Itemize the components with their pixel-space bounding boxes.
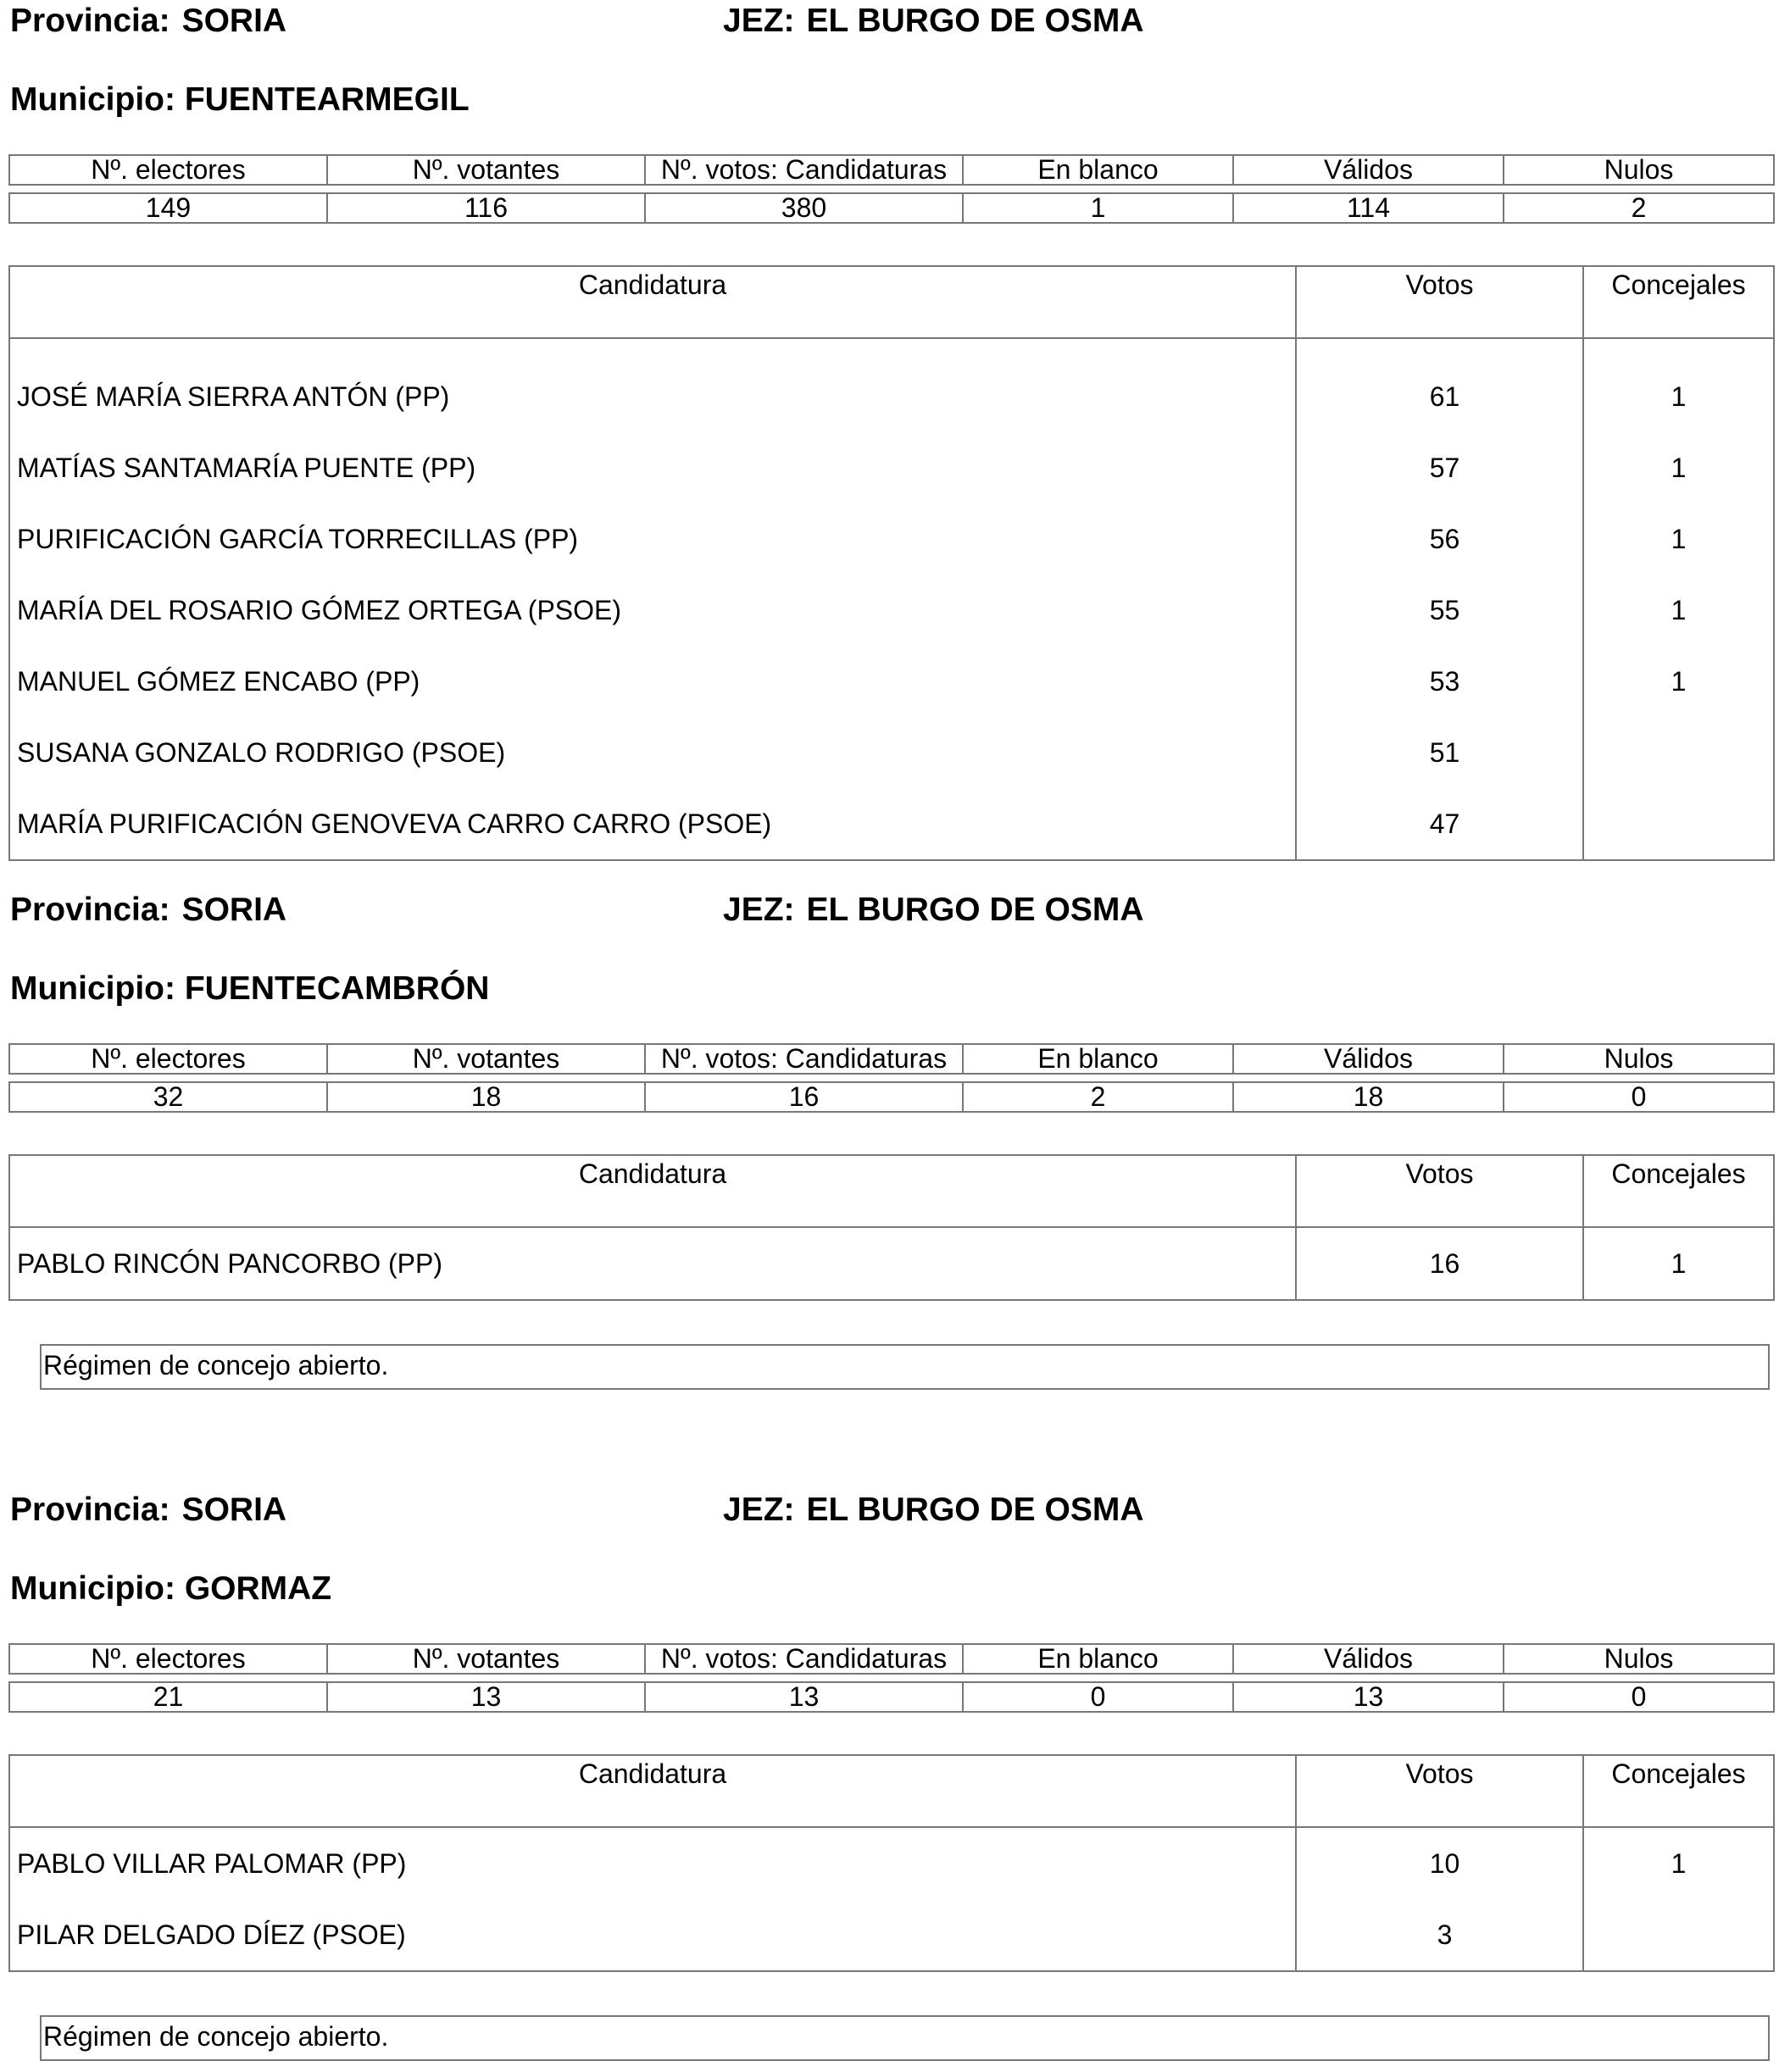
stats-header: Válidos — [1233, 1644, 1504, 1674]
candidate-votes: 53 — [1296, 646, 1583, 717]
candidates-table — [8, 1154, 1775, 1301]
candidates-header-row — [9, 1155, 1774, 1227]
provincia-label: Provincia: — [10, 892, 170, 928]
municipio-value: FUENTECAMBRÓN — [184, 970, 490, 1007]
candidate-seats: 1 — [1583, 503, 1774, 575]
candidate-seats: 1 — [1583, 1227, 1774, 1300]
stats-header: Nº. votantes — [327, 1644, 645, 1674]
candidate-votes: 57 — [1296, 432, 1583, 503]
municipio-heading — [10, 969, 489, 1008]
stats-header: Nulos — [1504, 155, 1774, 185]
candidate-seats — [1583, 788, 1774, 860]
candidate-row — [9, 788, 1774, 860]
stats-header-row — [9, 155, 1774, 185]
stats-header: Nº. electores — [9, 1044, 327, 1074]
candidate-name: PILAR DELGADO DÍEZ (PSOE) — [9, 1899, 1296, 1971]
candidate-row — [9, 338, 1774, 432]
candidate-row — [9, 575, 1774, 646]
stats-header: Nº. votos: Candidaturas — [645, 1044, 963, 1074]
candidate-seats: 1 — [1583, 575, 1774, 646]
municipio-heading — [10, 81, 470, 119]
jez-label: JEZ: — [723, 3, 795, 39]
candidate-votes: 61 — [1296, 338, 1583, 432]
candidates-header-row — [9, 1755, 1774, 1827]
stats-value: 116 — [327, 193, 645, 223]
concejales-header: Concejales — [1583, 1755, 1774, 1827]
provincia-value: SORIA — [181, 3, 287, 39]
stats-value-row — [9, 1082, 1774, 1112]
candidatura-header: Candidatura — [9, 1755, 1296, 1827]
candidate-row — [9, 1899, 1774, 1971]
stats-value: 2 — [963, 1082, 1233, 1112]
candidate-name: JOSÉ MARÍA SIERRA ANTÓN (PP) — [9, 338, 1296, 432]
stats-header: Nº. electores — [9, 1644, 327, 1674]
candidate-votes: 56 — [1296, 503, 1583, 575]
provincia-label: Provincia: — [10, 1492, 170, 1528]
stats-header: En blanco — [963, 1644, 1233, 1674]
municipio-label: Municipio: — [10, 970, 175, 1007]
candidate-votes: 55 — [1296, 575, 1583, 646]
municipio-value: FUENTEARMEGIL — [184, 81, 470, 118]
provincia-label: Provincia: — [10, 3, 170, 39]
votos-header: Votos — [1296, 1155, 1583, 1227]
stats-value: 2 — [1504, 193, 1774, 223]
stats-value: 380 — [645, 193, 963, 223]
stats-header: En blanco — [963, 155, 1233, 185]
stats-header: Nº. votantes — [327, 155, 645, 185]
stats-value: 32 — [9, 1082, 327, 1112]
candidates-table — [8, 1754, 1775, 1972]
candidate-seats: 1 — [1583, 432, 1774, 503]
stats-header: Nº. votos: Candidaturas — [645, 1644, 963, 1674]
jez-value: EL BURGO DE OSMA — [806, 892, 1144, 928]
candidate-name: PURIFICACIÓN GARCÍA TORRECILLAS (PP) — [9, 503, 1296, 575]
stats-value: 13 — [327, 1682, 645, 1712]
jez-value: EL BURGO DE OSMA — [806, 3, 1144, 39]
candidate-seats: 1 — [1583, 338, 1774, 432]
jez-heading — [723, 891, 1144, 930]
stats-header: Nº. votantes — [327, 1044, 645, 1074]
candidate-votes: 10 — [1296, 1827, 1583, 1899]
stats-table — [8, 1043, 1775, 1113]
stats-value: 21 — [9, 1682, 327, 1712]
stats-value: 16 — [645, 1082, 963, 1112]
candidate-votes: 16 — [1296, 1227, 1583, 1300]
candidate-votes: 47 — [1296, 788, 1583, 860]
stats-header: Nº. electores — [9, 155, 327, 185]
provincia-heading — [10, 2, 286, 41]
candidate-name: MATÍAS SANTAMARÍA PUENTE (PP) — [9, 432, 1296, 503]
candidate-seats: 1 — [1583, 1827, 1774, 1899]
concejo-abierto-note: Régimen de concejo abierto. — [40, 1344, 1770, 1390]
stats-header: Nº. votos: Candidaturas — [645, 155, 963, 185]
stats-header: Válidos — [1233, 1044, 1504, 1074]
provincia-value: SORIA — [181, 892, 287, 928]
candidate-name: SUSANA GONZALO RODRIGO (PSOE) — [9, 717, 1296, 788]
candidate-name: PABLO RINCÓN PANCORBO (PP) — [9, 1227, 1296, 1300]
concejales-header: Concejales — [1583, 266, 1774, 338]
candidate-name: MARÍA PURIFICACIÓN GENOVEVA CARRO CARRO (PSOE) — [9, 788, 1296, 860]
candidate-seats — [1583, 717, 1774, 788]
votos-header: Votos — [1296, 1755, 1583, 1827]
candidate-row — [9, 717, 1774, 788]
candidate-name: MARÍA DEL ROSARIO GÓMEZ ORTEGA (PSOE) — [9, 575, 1296, 646]
candidate-row — [9, 1227, 1774, 1300]
stats-value: 0 — [963, 1682, 1233, 1712]
candidate-votes: 3 — [1296, 1899, 1583, 1971]
concejales-header: Concejales — [1583, 1155, 1774, 1227]
candidatura-header: Candidatura — [9, 266, 1296, 338]
candidate-row — [9, 646, 1774, 717]
stats-value: 1 — [963, 193, 1233, 223]
candidatura-header: Candidatura — [9, 1155, 1296, 1227]
candidates-header-row — [9, 266, 1774, 338]
candidate-row — [9, 432, 1774, 503]
candidate-row — [9, 503, 1774, 575]
candidate-name: PABLO VILLAR PALOMAR (PP) — [9, 1827, 1296, 1899]
municipio-label: Municipio: — [10, 81, 175, 118]
concejo-abierto-note: Régimen de concejo abierto. — [40, 2015, 1770, 2061]
stats-value-row — [9, 193, 1774, 223]
jez-heading — [723, 2, 1144, 41]
candidate-seats: 1 — [1583, 646, 1774, 717]
stats-value: 13 — [645, 1682, 963, 1712]
stats-table — [8, 1643, 1775, 1713]
municipio-value: GORMAZ — [184, 1570, 332, 1607]
provincia-value: SORIA — [181, 1492, 287, 1528]
candidate-votes: 51 — [1296, 717, 1583, 788]
stats-header: En blanco — [963, 1044, 1233, 1074]
jez-value: EL BURGO DE OSMA — [806, 1492, 1144, 1528]
candidate-row — [9, 1827, 1774, 1899]
stats-value: 0 — [1504, 1082, 1774, 1112]
provincia-heading — [10, 1491, 286, 1530]
stats-header: Válidos — [1233, 155, 1504, 185]
stats-header: Nulos — [1504, 1644, 1774, 1674]
stats-value-row — [9, 1682, 1774, 1712]
provincia-heading — [10, 891, 286, 930]
candidate-seats — [1583, 1899, 1774, 1971]
municipio-heading — [10, 1569, 331, 1608]
stats-value: 114 — [1233, 193, 1504, 223]
municipio-label: Municipio: — [10, 1570, 175, 1607]
stats-value: 149 — [9, 193, 327, 223]
jez-label: JEZ: — [723, 1492, 795, 1528]
candidate-name: MANUEL GÓMEZ ENCABO (PP) — [9, 646, 1296, 717]
jez-heading — [723, 1491, 1144, 1530]
stats-table — [8, 154, 1775, 224]
stats-value: 18 — [1233, 1082, 1504, 1112]
stats-value: 0 — [1504, 1682, 1774, 1712]
stats-value: 13 — [1233, 1682, 1504, 1712]
jez-label: JEZ: — [723, 892, 795, 928]
stats-value: 18 — [327, 1082, 645, 1112]
stats-header-row — [9, 1644, 1774, 1674]
stats-header-row — [9, 1044, 1774, 1074]
candidates-table — [8, 265, 1775, 861]
stats-header: Nulos — [1504, 1044, 1774, 1074]
votos-header: Votos — [1296, 266, 1583, 338]
